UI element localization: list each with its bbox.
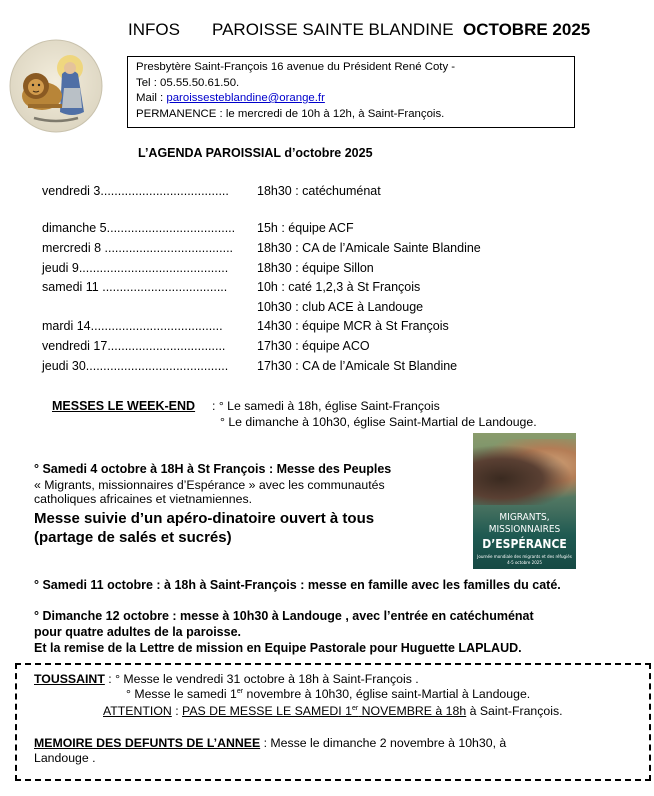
attention-text-a: PAS DE MESSE LE SAMEDI 1	[182, 704, 352, 718]
agenda-day: mardi 14......................................	[42, 319, 223, 333]
oct12-line: ° Dimanche 12 octobre : messe à 10h30 à Landouge , avec l’entrée en catéchuménat	[34, 609, 534, 623]
oct4-title: ° Samedi 4 octobre à 18H à St François : Messe des Peuples	[34, 462, 392, 476]
contact-box	[127, 56, 575, 128]
toussaint-line-2	[126, 687, 530, 701]
oct4-emph-line: Messe suivie d’un apéro-dinatoire ouvert à tous	[34, 510, 375, 527]
attention-text	[182, 704, 466, 718]
contact-mail-label: Mail :	[136, 92, 167, 104]
agenda-event: 15h : équipe ACF	[257, 221, 354, 235]
agenda-event: 18h30 : équipe Sillon	[257, 261, 374, 275]
attention-label: ATTENTION	[103, 704, 172, 718]
agenda-day: dimanche 5.....................................	[42, 221, 236, 235]
agenda-event: 10h : caté 1,2,3 à St François	[257, 280, 421, 294]
messes-saturday: : ° Le samedi à 18h, église Saint-François	[212, 399, 440, 413]
oct12-line: pour quatre adultes de la paroisse.	[34, 625, 242, 639]
oct4-description	[34, 478, 454, 506]
attention-colon: :	[171, 704, 183, 718]
hands-image	[473, 439, 576, 505]
poster-line: D’ESPÉRANCE	[482, 537, 567, 551]
agenda-day: jeudi 30.........................................	[42, 359, 229, 373]
toussaint-attention-line	[103, 704, 563, 718]
contact-permanence: PERMANENCE : le mercredi de 10h à 12h, à Saint-François.	[136, 107, 445, 120]
contact-address: Presbytère Saint-François 16 avenue du Président René Coty -	[136, 61, 456, 73]
contact-mail-link[interactable]: paroissesteblandine@orange.fr	[166, 92, 325, 104]
agenda-day: vendredi 17..................................	[42, 339, 226, 353]
agenda-event: 10h30 : club ACE à Landouge	[257, 300, 424, 314]
contact-tel: Tel : 05.55.50.61.50.	[136, 76, 240, 89]
messes-sunday: ° Le dimanche à 10h30, église Saint-Martial de Landouge.	[220, 415, 537, 429]
oct4-desc-line: catholiques africaines et vietnamiennes.	[34, 492, 253, 506]
parish-logo	[8, 38, 104, 134]
migrants-poster-image	[473, 433, 576, 569]
messes-weekend-label: MESSES LE WEEK-END	[52, 399, 196, 413]
oct4-emphasis	[34, 509, 454, 547]
agenda-event: 17h30 : CA de l’Amicale St Blandine	[257, 359, 458, 373]
toussaint-label: TOUSSAINT	[34, 672, 105, 686]
oct4-emph-line: (partage de salés et sucrés)	[34, 529, 232, 546]
memoire-label: MEMOIRE DES DEFUNTS DE L’ANNEE	[34, 736, 261, 750]
toussaint-friday: : ° Messe le vendredi 31 octobre à 18h à Saint-François .	[104, 672, 419, 686]
attention-end: à Saint-François.	[466, 704, 563, 718]
toussaint-line-1	[34, 672, 419, 686]
agenda-event: 18h30 : CA de l’Amicale Sainte Blandine	[257, 241, 481, 255]
attention-sup: er	[351, 704, 359, 712]
agenda-event: 18h30 : catéchuménat	[257, 184, 381, 198]
header-infos: INFOS	[128, 20, 180, 39]
agenda-day: jeudi 9...........................................	[42, 261, 229, 275]
poster-subline: 4-5 octobre 2025	[507, 561, 542, 566]
memoire-line-2: Landouge .	[34, 751, 96, 765]
oct12-line: Et la remise de la Lettre de mission en Equipe Pastorale pour Huguette LAPLAUD.	[34, 641, 522, 655]
poster-line: MISSIONNAIRES	[488, 524, 561, 535]
memoire-line-1	[34, 736, 506, 750]
agenda-event: 14h30 : équipe MCR à St François	[257, 319, 449, 333]
oct11-line: ° Samedi 11 octobre : à 18h à Saint-François : messe en famille avec les familles du caté.	[34, 578, 561, 592]
agenda-day: vendredi 3.....................................	[42, 184, 229, 198]
memoire-text: : Messe le dimanche 2 novembre à 10h30, à	[260, 736, 507, 750]
header-parish-name: PAROISSE SAINTE BLANDINE	[212, 20, 454, 39]
contact-mail-line	[136, 91, 566, 107]
poster-line: MIGRANTS,	[499, 512, 550, 523]
poster-subline: Journée mondiale des migrants et des réfugiés	[477, 555, 572, 560]
header-month: OCTOBRE 2025	[463, 20, 591, 39]
toussaint-saturday-a: ° Messe le samedi 1	[126, 687, 237, 701]
agenda-day: samedi 11 ....................................	[42, 280, 228, 294]
agenda-title: L’AGENDA PAROISSIAL d’octobre 2025	[138, 146, 373, 160]
oct4-desc-line: « Migrants, missionnaires d’Espérance » avec les communautés	[34, 478, 385, 492]
toussaint-saturday-b: novembre à 10h30, église saint-Martial à Landouge.	[243, 687, 531, 701]
toussaint-sup: er	[236, 687, 244, 695]
agenda-event: 17h30 : équipe ACO	[257, 339, 370, 353]
agenda-day: mercredi 8 .....................................	[42, 241, 234, 255]
attention-text-b: NOVEMBRE à 18h	[358, 704, 467, 718]
